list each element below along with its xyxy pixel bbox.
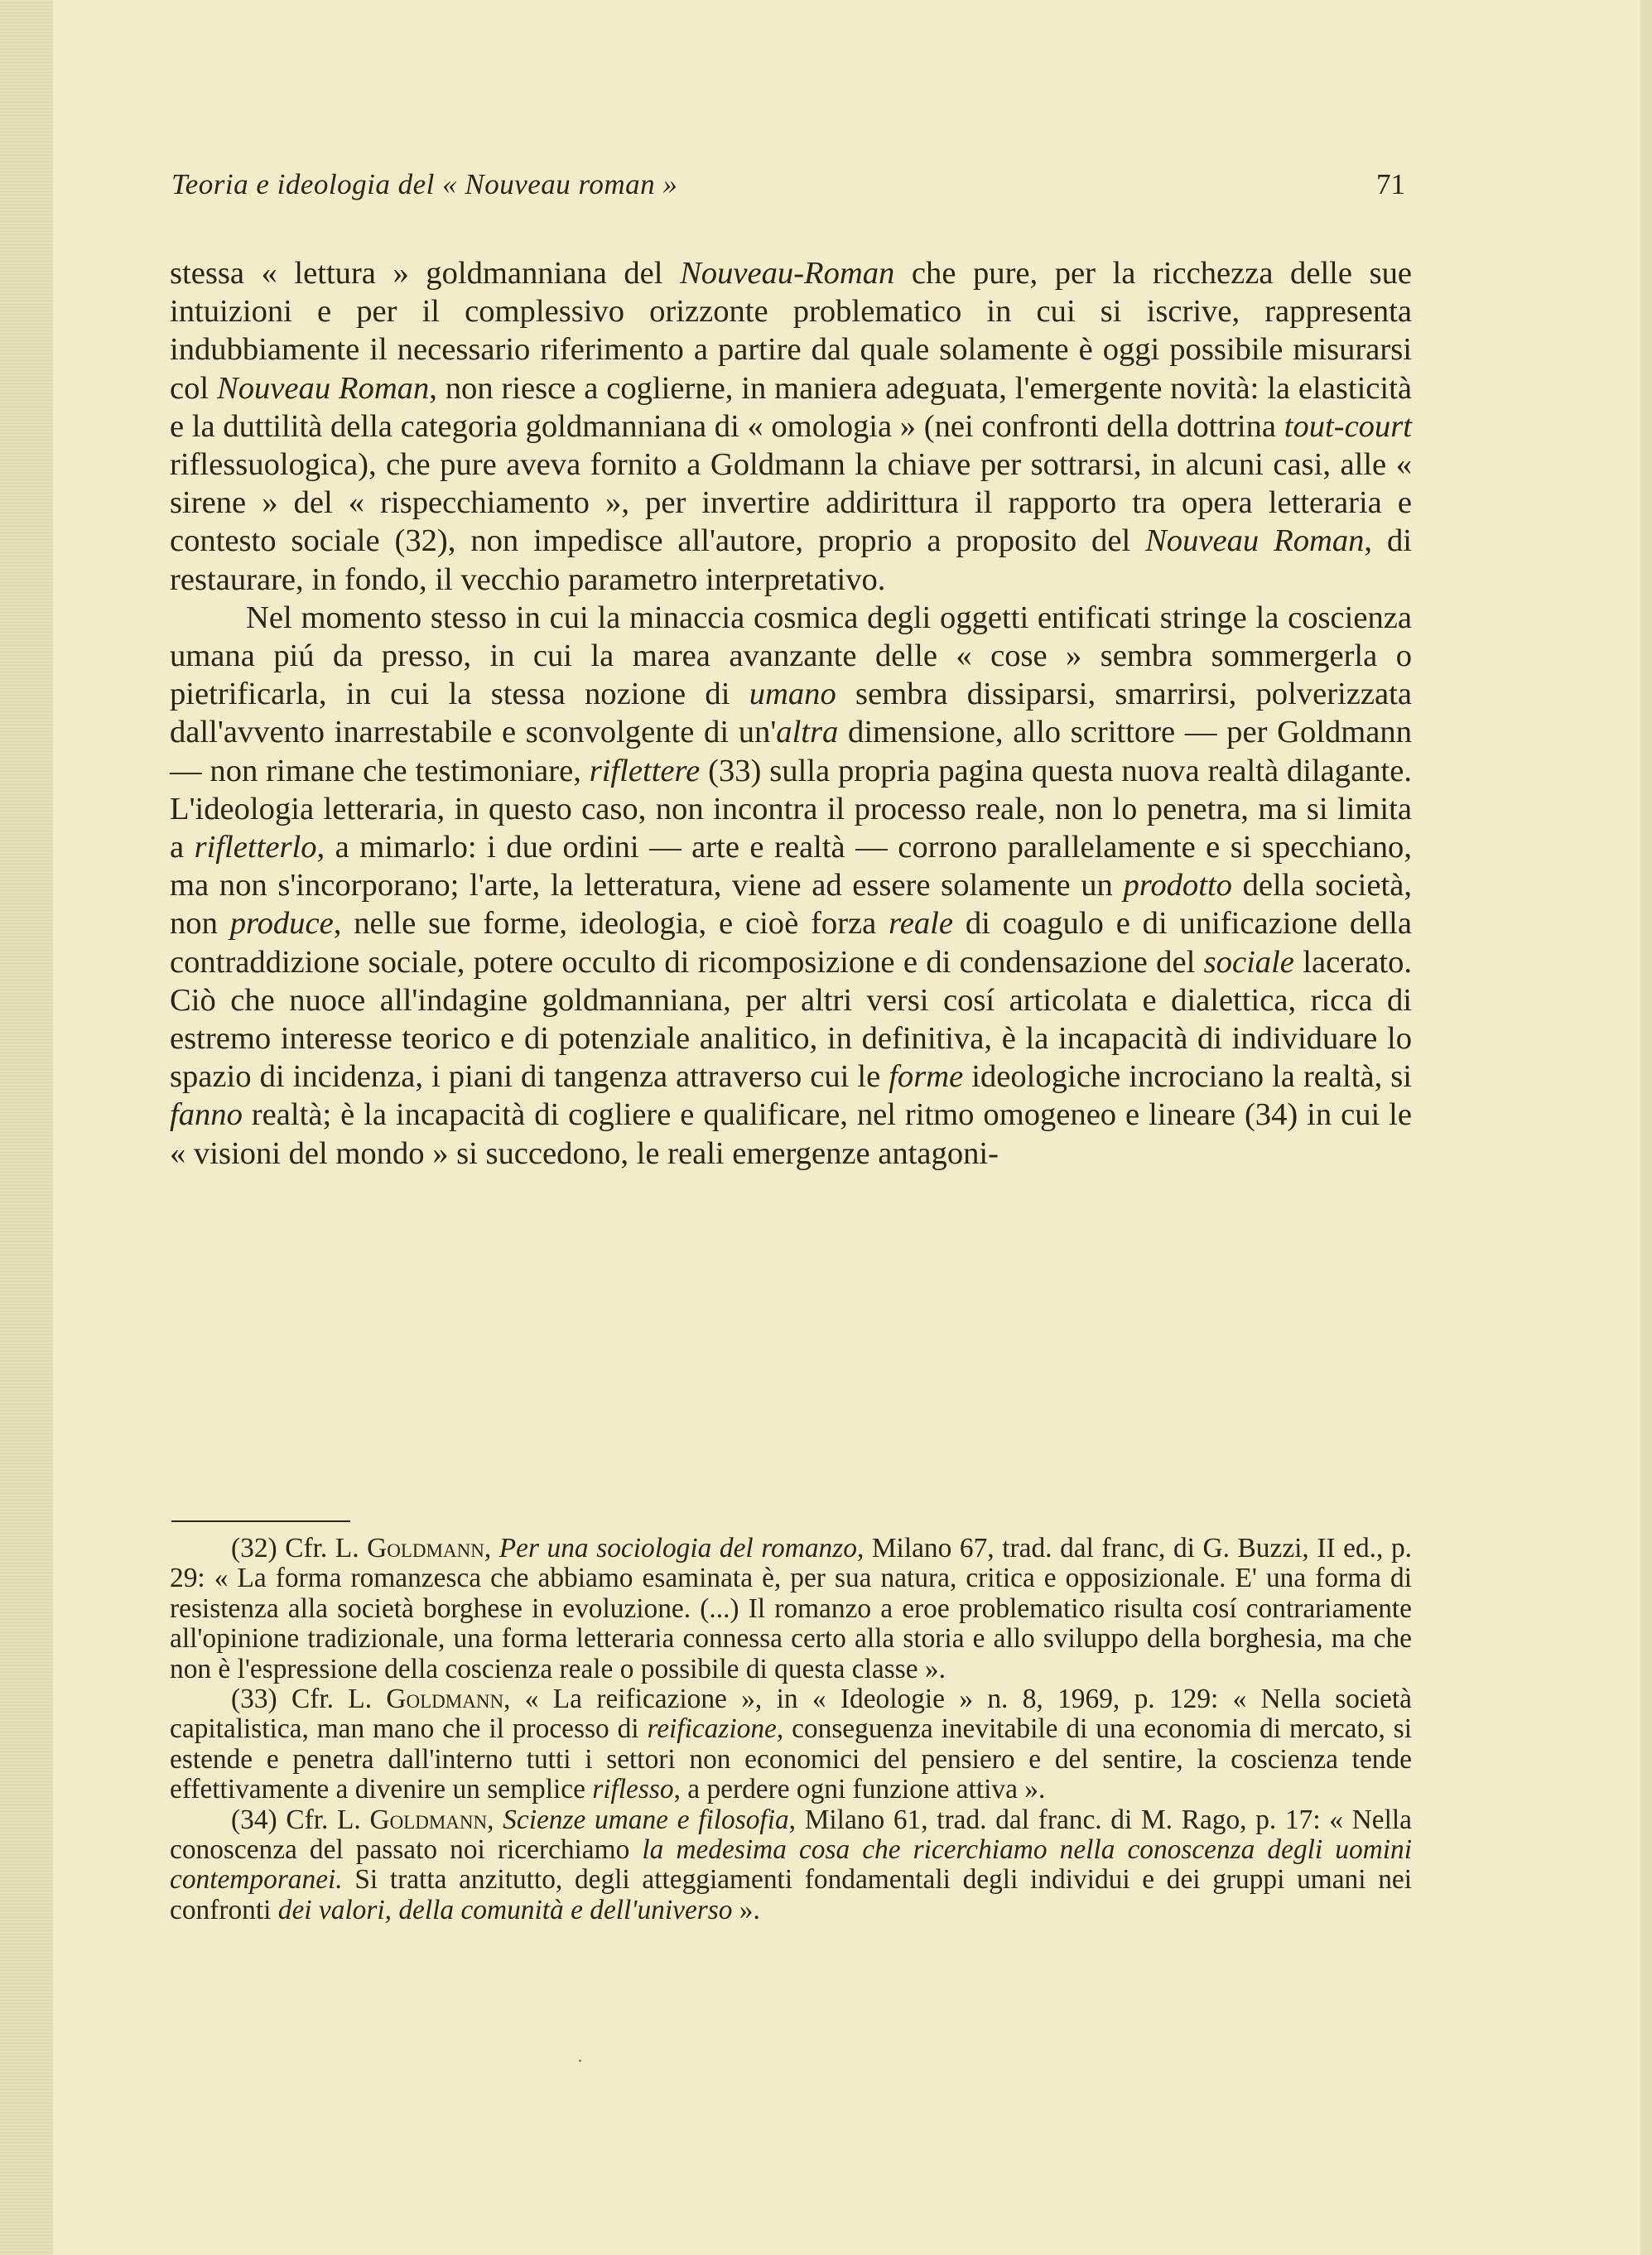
footnote-33: (33) Cfr. L. Goldmann, « La reificazione », in « Ideologie » n. 8, 1969, p. 129: « Nella società capitalistica, man mano che il processo di reificazione, conseguenza inevitabile di una economia di mercato, si estende e penetra dall'interno tutti i settori non economici del pensiero e del sentire, la coscienza tende effettivamente a divenire un semplice riflesso, a perdere ogni funzione attiva ». <box>170 1684 1413 1805</box>
footnote-34: (34) Cfr. L. Goldmann, Scienze umane e filosofia, Milano 61, trad. dal franc. di M. Rago, p. 17: « Nella conoscenza del passato noi ricerchiamo la medesima cosa che ricerchiamo nella conoscenza degli uomini contemporanei. Si tratta anzitutto, degli atteggiamenti fondamentali degli individui e dei gruppi umani nei confronti dei valori, della comunità e dell'universo ». <box>170 1804 1412 1925</box>
main-text <box>170 254 1412 1173</box>
paragraph-2: Nel momento stesso in cui la minaccia cosmica degli oggetti entificati stringe la coscienza umana piú da presso, in cui la marea avanzante delle « cose » sembra sommergerla o pietrificarla, in cui la stessa nozione di umano sembra dissiparsi, smarrirsi, polverizzata dall'avvento inarrestabile e sconvolgente di un'altra dimensione, allo scrittore — per Goldmann — non rimane che testimoniare, riflettere (33) sulla propria pagina questa nuova realtà dilagante. L'ideologia letteraria, in questo caso, non incontra il processo reale, non lo penetra, ma si limita a rifletterlo, a mimarlo: i due ordini — arte e realtà — corrono parallelamente e si specchiano, ma non s'incorporano; l'arte, la letteratura, viene ad essere solamente un prodotto della società, non produce, nelle sue forme, ideologia, e cioè forza reale di coagulo e di unificazione della contraddizione sociale, potere occulto di ricomposizione e di condensazione del sociale lacerato. Ciò che nuoce all'indagine goldmanniana, per altri versi cosí articolata e dialettica, ricca di estremo interesse teorico e di potenziale analitico, in definitiva, è la incapacità di individuare lo spazio di incidenza, i piani di tangenza attraverso cui le forme ideologiche incrociano la realtà, si fanno realtà; è la incapacità di cogliere e qualificare, nel ritmo omogeneo e lineare (34) in cui le « visioni del mondo » si succedono, le reali emergenze antagoni- <box>170 600 1413 1171</box>
running-head <box>170 168 1412 211</box>
footnote-separator <box>171 1520 350 1522</box>
page-number: 71 <box>1376 168 1405 200</box>
footnotes <box>170 1534 1412 1925</box>
paper-speck <box>579 2060 581 2062</box>
scan-right-edge <box>1640 0 1652 2255</box>
footnote-32: (32) Cfr. L. Goldmann, Per una sociologia del romanzo, Milano 67, trad. dal franc, di G. Buzzi, II ed., p. 29: « La forma romanzesca che abbiamo esaminata è, per sua natura, critica e opposizionale. E' una forma di resistenza alla società borghese in evoluzione. (...) Il romanzo a eroe problematico risulta cosí contrariamente all'opinione tradizionale, una forma letteraria connessa certo alla storia e allo sviluppo della borghesia, ma che non è l'espressione della coscienza reale o possibile di questa classe ». <box>170 1533 1413 1684</box>
book-page <box>170 0 1412 2255</box>
running-title: Teoria e ideologia del « Nouveau roman » <box>171 168 678 200</box>
scan-left-edge <box>0 0 53 2255</box>
paragraph-1: stessa « lettura » goldmanniana del Nouveau-Roman che pure, per la ricchezza delle sue intuizioni e per il complessivo orizzonte problematico in cui si iscrive, rappresenta indubbiamente il necessario riferimento a partire dal quale solamente è oggi possibile misurarsi col Nouveau Roman, non riesce a coglierne, in maniera adeguata, l'emergente novità: la elasticità e la duttilità della categoria goldmanniana di « omologia » (nei confronti della dottrina tout-court riflessuologica), che pure aveva fornito a Goldmann la chiave per sottrarsi, in alcuni casi, alle « sirene » del « rispecchiamento », per invertire addirittura il rapporto tra opera letteraria e contesto sociale (32), non impedisce all'autore, proprio a proposito del Nouveau Roman, di restaurare, in fondo, il vecchio parametro interpretativo. <box>170 256 1412 597</box>
